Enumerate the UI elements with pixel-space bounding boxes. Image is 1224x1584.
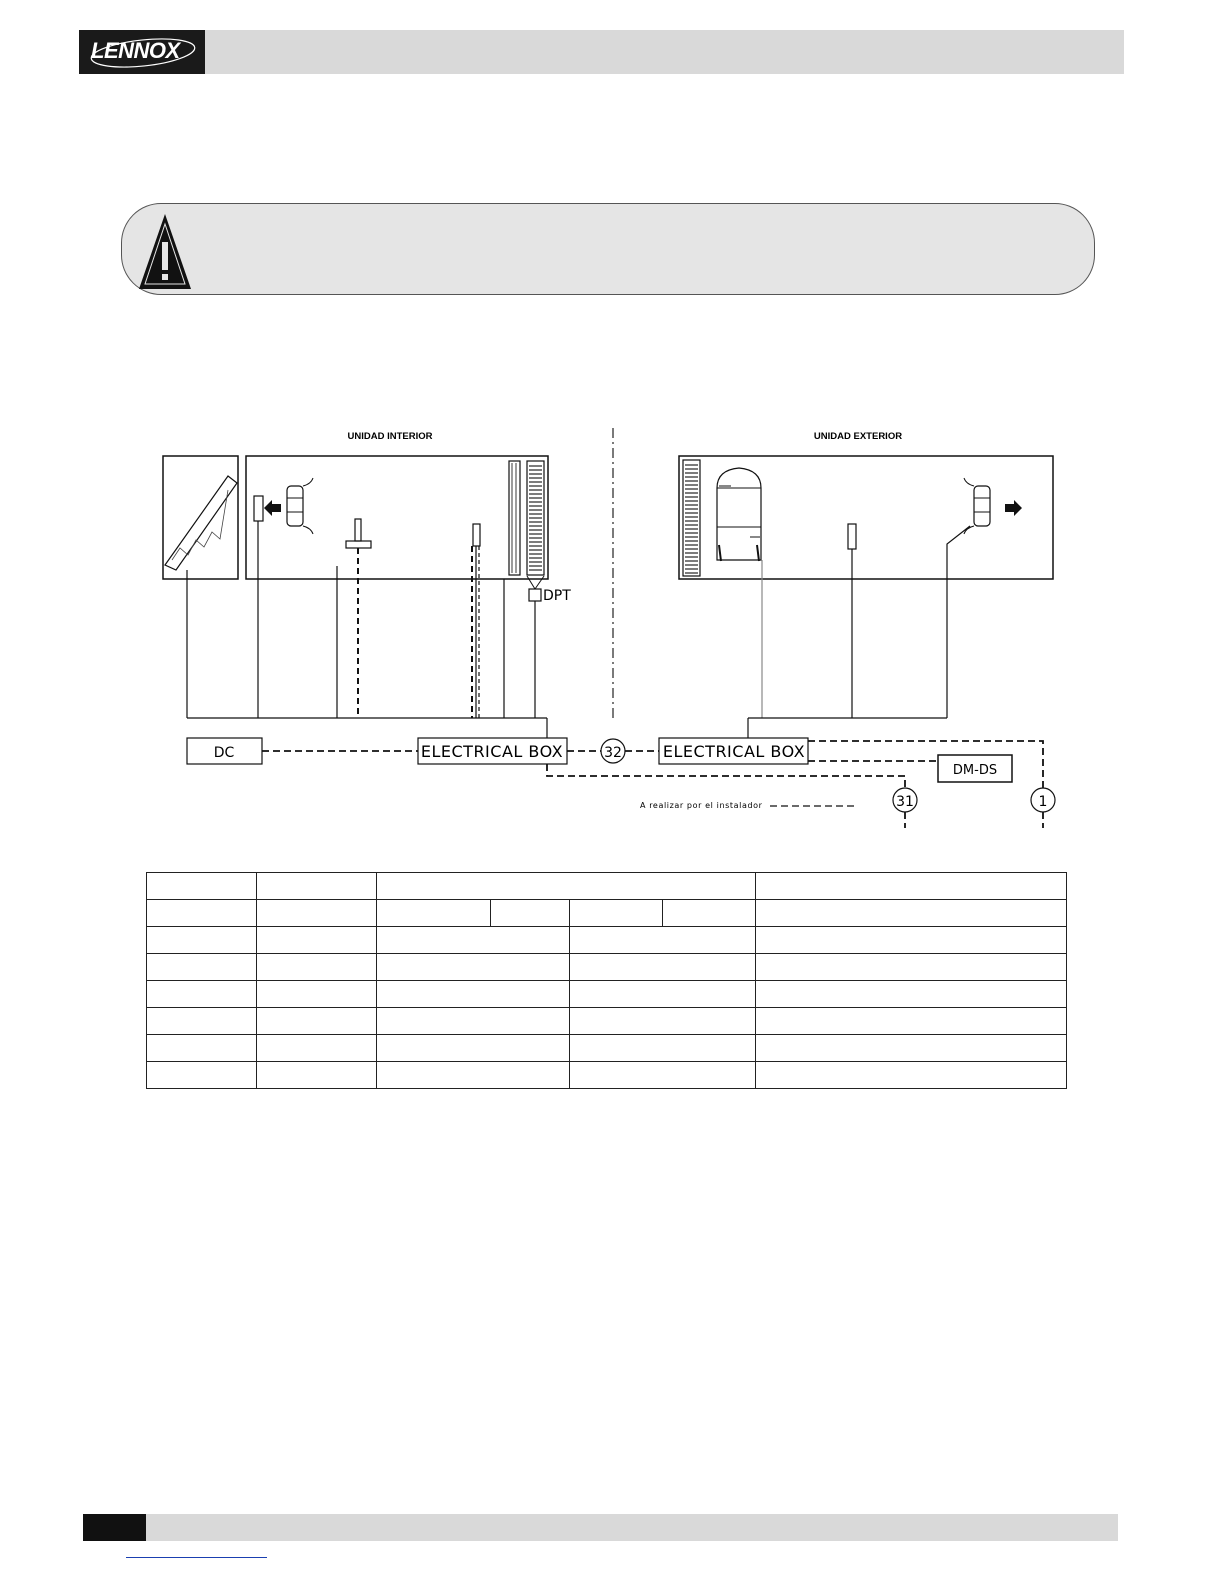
- footer-link-underline[interactable]: [126, 1557, 267, 1558]
- table-row: [147, 873, 1067, 900]
- fan-icon: [287, 486, 303, 526]
- indoor-electrical-box-label: ELECTRICAL BOX: [420, 742, 564, 761]
- outdoor-fan-icon: [974, 486, 990, 526]
- outdoor-unit: [679, 456, 1053, 579]
- data-table: [146, 872, 1067, 1089]
- brand-name: LENNOX: [91, 38, 180, 63]
- filter-section: [163, 456, 238, 579]
- compressor-icon: [717, 468, 761, 560]
- footer-bar: [83, 1514, 1118, 1541]
- table-row: [147, 1062, 1067, 1089]
- dpt-label: DPT: [543, 588, 571, 604]
- installer-note: A realizar por el instalador: [640, 801, 763, 810]
- indoor-unit-title: UNIDAD INTERIOR: [347, 431, 433, 442]
- arrow-left-icon: [264, 500, 281, 516]
- circle-1-label: 1: [1038, 794, 1048, 810]
- outdoor-wiring: [748, 526, 970, 740]
- table-row: [147, 1008, 1067, 1035]
- outdoor-unit-title: UNIDAD EXTERIOR: [813, 431, 903, 442]
- dpt-sensor: [529, 589, 541, 601]
- circle-32-label: 32: [604, 745, 622, 761]
- footer-page-block: [83, 1514, 146, 1541]
- table-row: [147, 900, 1067, 927]
- circle-31-label: 31: [896, 794, 914, 810]
- table-row: [147, 981, 1067, 1008]
- dc-label: DC: [213, 745, 235, 761]
- table-row: [147, 927, 1067, 954]
- indoor-wiring: [187, 521, 547, 740]
- table-row: [147, 954, 1067, 981]
- table-row: [147, 1035, 1067, 1062]
- indoor-unit: [246, 456, 548, 601]
- field-wiring: [262, 741, 1043, 828]
- outdoor-electrical-box-label: ELECTRICAL BOX: [662, 742, 806, 761]
- dm-ds-label: DM-DS: [952, 763, 998, 778]
- arrow-right-icon: [1005, 500, 1022, 516]
